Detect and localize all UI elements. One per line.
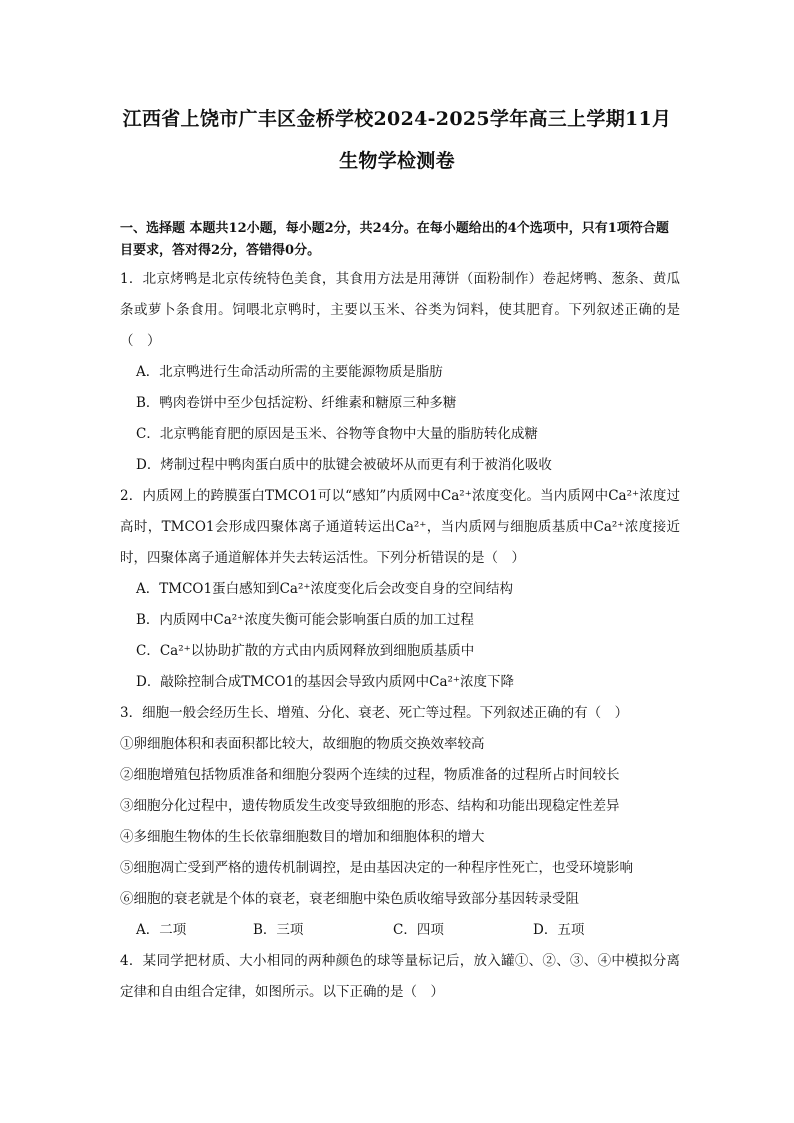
question-3 <box>120 698 680 946</box>
exam-title-line2: 生物学检测卷 <box>339 150 455 172</box>
choices-row <box>120 915 680 946</box>
option-b: B．鸭肉卷饼中至少包括淀粉、纤维素和糖原三种多糖 <box>136 395 457 411</box>
option-d: D．烤制过程中鸭肉蛋白质中的肽键会被破坏从而更有利于被消化吸收 <box>136 457 552 473</box>
option-c: C．北京鸭能育肥的原因是玉米、谷物等食物中大量的脂肪转化成糖 <box>136 426 538 442</box>
option-a: A．北京鸭进行生命活动所需的主要能源物质是脂肪 <box>136 364 443 380</box>
question-stem: 3．细胞一般会经历生长、增殖、分化、衰老、死亡等过程。下列叙述正确的有（ ） <box>120 705 629 721</box>
question-stem: 2．内质网上的跨膜蛋白TMCO1可以“感知”内质网中Ca²⁺浓度变化。当内质网中Ca²⁺浓度过高时，TMCO1会形成四聚体离子通道转运出Ca²⁺，当内质网与细胞质基质中Ca²⁺浓度接近时，四聚体离子通道解体并失去转运活性。下列分析错误的是（ ） <box>120 488 680 566</box>
choice-c: C．四项 <box>393 922 444 938</box>
choice-a: A．二项 <box>136 922 187 938</box>
option-c: C．Ca²⁺以协助扩散的方式由内质网释放到细胞质基质中 <box>136 643 475 659</box>
option-d: D．敲除控制合成TMCO1的基因会导致内质网中Ca²⁺浓度下降 <box>136 674 515 690</box>
question-stem: 4．某同学把材质、大小相同的两种颜色的球等量标记后，放入罐①、②、③、④中模拟分离定律和自由组合定律，如图所示。以下正确的是（ ） <box>120 953 680 1000</box>
option-b: B．内质网中Ca²⁺浓度失衡可能会影响蛋白质的加工过程 <box>136 612 474 628</box>
statement-6: ⑥细胞的衰老就是个体的衰老，衰老细胞中染色质收缩导致部分基因转录受阻 <box>120 891 579 907</box>
question-stem: 1．北京烤鸭是北京传统特色美食，其食用方法是用薄饼（面粉制作）卷起烤鸭、葱条、黄瓜条或萝卜条食用。饲喂北京鸭时，主要以玉米、谷类为饲料，使其肥育。下列叙述正确的是（ ） <box>120 271 680 349</box>
statement-4: ④多细胞生物体的生长依靠细胞数目的增加和细胞体积的增大 <box>120 829 485 845</box>
section-header: 一、选择题 本题共12小题，每小题2分，共24分。在每小题给出的4个选项中，只有1项符合题目要求，答对得2分，答错得0分。 <box>120 221 669 258</box>
choice-b: B．三项 <box>253 922 304 938</box>
exam-title-line1: 江西省上饶市广丰区金桥学校2024-2025学年高三上学期11月 <box>122 108 672 130</box>
statement-1: ①卵细胞体积和表面积都比较大，故细胞的物质交换效率较高 <box>120 736 485 752</box>
question-1 <box>120 264 680 481</box>
question-4 <box>120 946 680 1008</box>
statement-3: ③细胞分化过程中，遗传物质发生改变导致细胞的形态、结构和功能出现稳定性差异 <box>120 798 620 814</box>
choice-d: D．五项 <box>533 922 585 938</box>
statement-2: ②细胞增殖包括物质准备和细胞分裂两个连续的过程，物质准备的过程所占时间较长 <box>120 767 620 783</box>
question-2 <box>120 481 680 698</box>
statement-5: ⑤细胞凋亡受到严格的遗传机制调控，是由基因决定的一种程序性死亡，也受环境影响 <box>120 860 633 876</box>
option-a: A．TMCO1蛋白感知到Ca²⁺浓度变化后会改变自身的空间结构 <box>136 581 513 597</box>
exam-content <box>120 218 680 1008</box>
